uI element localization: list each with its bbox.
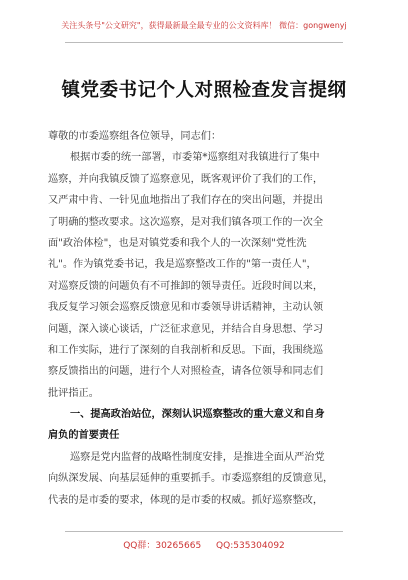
paragraph-1-line: 礼"。作为镇党委书记，我是巡察整改工作的"第一责任人"， <box>48 259 317 271</box>
salutation: 尊敬的市委巡察组各位领导，同志们： <box>48 131 222 142</box>
paragraph-2-line: 向纵深发展、向基层延伸的重要抓手。市委巡察组的反馈意见， <box>48 473 334 485</box>
header-divider <box>65 42 343 43</box>
footer <box>0 538 408 551</box>
section-1-heading: 肩负的首要责任 <box>48 429 120 442</box>
paragraph-1-line: 巡察，并向我镇反馈了巡察意见，既客观评价了我们的工作， <box>48 173 324 185</box>
header-banner: 关注头条号"公文研究"，获得最新最全最专业的公文资料库！ 微信：gongwenyj <box>61 21 347 30</box>
footer-qq: QQ:535304092 <box>216 541 285 551</box>
footer-divider <box>65 531 343 532</box>
paragraph-1-line: 和工作实际，进行了深刻的自我剖析和反思。下面，我围绕巡 <box>48 344 324 356</box>
paragraph-1-line: 批评指正。 <box>48 387 99 399</box>
paragraph-1-line: 我反复学习领会巡察反馈意见和市委领导讲话精神，主动认领 <box>48 302 324 314</box>
paragraph-1-line: 问题，深入谈心谈话，广泛征求意见，并结合自身思想、学习 <box>48 323 324 335</box>
paragraph-1-line: 察反馈指出的问题，进行个人对照检查，请各位领导和同志们 <box>48 366 324 378</box>
paragraph-1-line: 又严肃中肯、一针见血地指出了我们存在的突出问题，并提出 <box>48 195 324 207</box>
section-1-heading: 一、提高政治站位，深刻认识巡察整改的重大意义和自身 <box>70 408 325 421</box>
paragraph-2-line: 代表的是市委的要求，体现的是市委的权威。抓好巡察整改， <box>48 494 324 506</box>
paragraph-1-line: 根据市委的统一部署，市委第*巡察组对我镇进行了集中 <box>70 152 320 164</box>
document-title: 镇党委书记个人对照检查发言提纲 <box>61 80 347 101</box>
paragraph-1-line: 面"政治体检"，也是对镇党委和我个人的一次深刻"党性洗 <box>48 237 307 249</box>
paragraph-2-line: 巡察是党内监督的战略性制度安排，是推进全面从严治党 <box>70 451 325 463</box>
paragraph-1-line: 了明确的整改要求。这次巡察，是对我们镇各项工作的一次全 <box>48 216 324 228</box>
document-body <box>48 126 354 511</box>
paragraph-1-line: 对巡察反馈的问题负有不可推卸的领导责任。近段时间以来， <box>48 280 324 292</box>
footer-qq-group: QQ群：30265665 <box>123 541 202 551</box>
